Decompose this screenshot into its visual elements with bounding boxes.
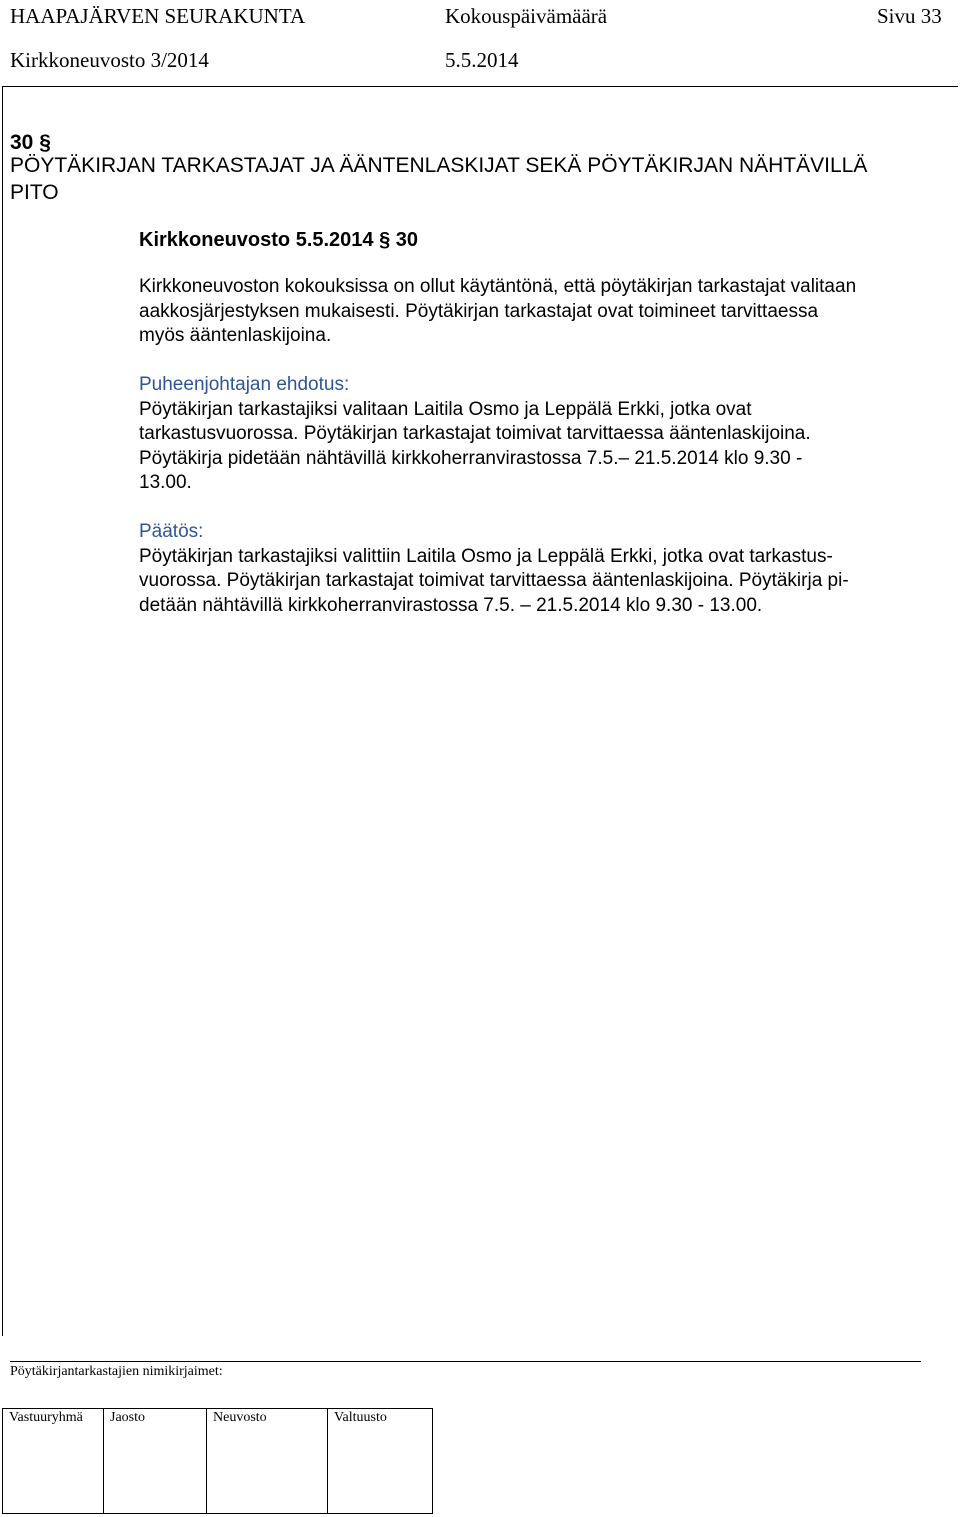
text-line: myös ääntenlaskijoina. <box>139 325 332 346</box>
header-date: 5.5.2014 <box>445 48 519 72</box>
decision-label: Päätös: <box>139 521 204 542</box>
signature-divider <box>10 1361 921 1362</box>
signature-table <box>2 1408 433 1514</box>
text-line: vuorossa. Pöytäkirjan tarkastajat toimivat tarvittaessa ääntenlaskijoina. Pöytäkirja pi- <box>139 570 849 591</box>
text-line: Pöytäkirja pidetään nähtävillä kirkkoherranvirastossa 7.5.– 21.5.2014 klo 9.30 - <box>139 447 803 469</box>
margin-line <box>2 86 3 1336</box>
intro-paragraph <box>139 275 954 349</box>
header-divider <box>2 86 958 87</box>
proposal-label: Puheenjohtajan ehdotus: <box>139 374 350 395</box>
signature-cell-neuvosto: Neuvosto <box>207 1409 328 1514</box>
section-number: 30 § <box>10 131 51 154</box>
text-line: tarkastusvuorossa. Pöytäkirjan tarkastajat toimivat tarvittaessa ääntenlaskijoina. <box>139 423 811 444</box>
section-title-line: PÖYTÄKIRJAN TARKASTAJAT JA ÄÄNTENLASKIJAT SEKÄ PÖYTÄKIRJAN NÄHTÄVILLÄ <box>10 154 868 177</box>
signature-cell-jaosto: Jaosto <box>104 1409 207 1514</box>
section-title <box>10 152 867 206</box>
meeting-reference: Kirkkoneuvosto 5.5.2014 § 30 <box>139 229 419 251</box>
header-organization: HAAPAJÄRVEN SEURAKUNTA <box>10 4 306 28</box>
section-title-line: PITO <box>10 181 59 204</box>
text-line: Pöytäkirjan tarkastajiksi valitaan Laitila Osmo ja Leppälä Erkki, jotka ovat <box>139 398 752 420</box>
signature-cell-valtuusto: Valtuusto <box>328 1409 433 1514</box>
decision-block <box>139 520 954 618</box>
signatures-label: Pöytäkirjantarkastajien nimikirjaimet: <box>10 1364 223 1379</box>
table-row <box>3 1409 433 1514</box>
proposal-block <box>139 373 954 496</box>
text-line: 13.00. <box>139 472 192 493</box>
header-page-number: Sivu 33 <box>877 4 942 28</box>
signature-cell-vastuuryhma: Vastuuryhmä <box>3 1409 104 1514</box>
text-line: Kirkkoneuvoston kokouksissa on ollut käytäntönä, että pöytäkirjan tarkastajat valitaan <box>139 276 857 297</box>
text-line: Pöytäkirjan tarkastajiksi valittiin Laitila Osmo ja Leppälä Erkki, jotka ovat tarkastus- <box>139 545 833 567</box>
text-line: detään nähtävillä kirkkoherranvirastossa 7.5. – 21.5.2014 klo 9.30 - 13.00. <box>139 594 763 616</box>
header-date-label: Kokouspäivämäärä <box>445 4 608 28</box>
text-line: aakkosjärjestyksen mukaisesti. Pöytäkirjan tarkastajat ovat toimineet tarvittaessa <box>139 300 819 322</box>
header-body: Kirkkoneuvosto 3/2014 <box>10 48 209 72</box>
